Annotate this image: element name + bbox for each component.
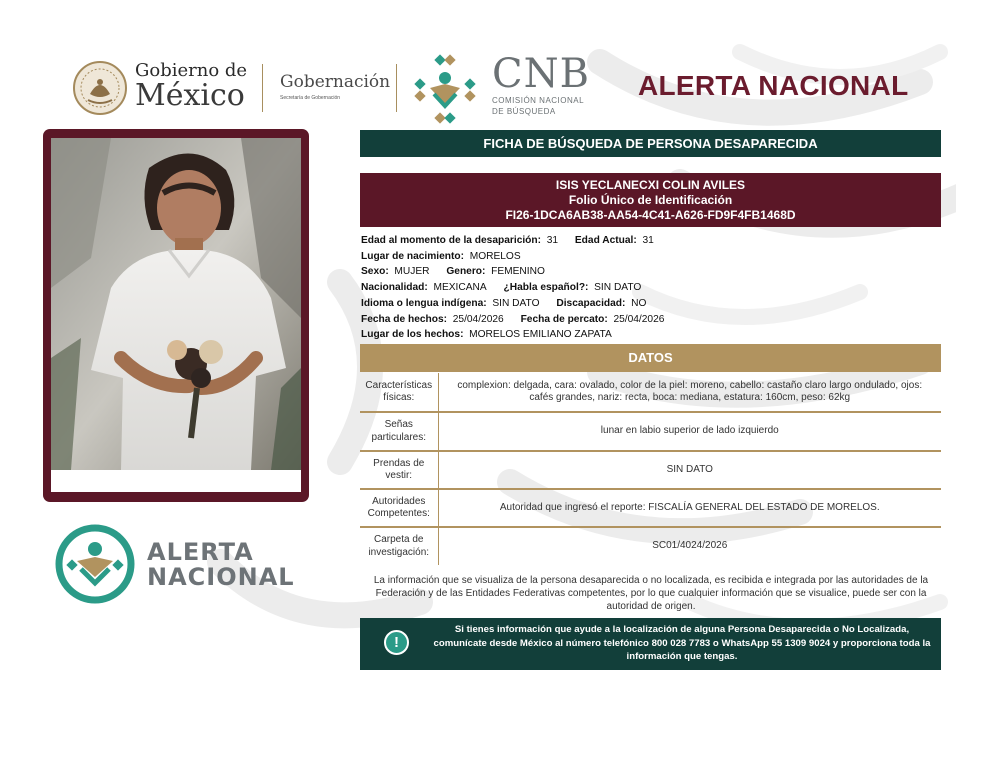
- table-row: [360, 373, 941, 412]
- habla-espanol-value: SIN DATO: [594, 282, 642, 294]
- fecha-percato-label: Fecha de percato:: [520, 313, 608, 325]
- datos-value: lunar en labio superior de lado izquierdo: [438, 412, 941, 451]
- divider: [396, 64, 397, 112]
- discapacidad-label: Discapacidad:: [556, 297, 626, 309]
- gobernacion-subtitle: Secretaría de Gobernación: [280, 95, 341, 101]
- lugar-nacimiento-label: Lugar de nacimiento:: [361, 250, 465, 262]
- table-row: [360, 527, 941, 565]
- genero-label: Genero:: [446, 266, 486, 278]
- cnb-subtitle-line2: DE BÚSQUEDA: [492, 107, 556, 117]
- habla-espanol-label: ¿Habla español?:: [503, 282, 589, 294]
- search-sheet: [40, 42, 956, 672]
- idioma-value: SIN DATO: [492, 297, 540, 309]
- lugar-nacimiento-value: MORELOS: [469, 250, 521, 262]
- edad-actual-label: Edad Actual:: [574, 235, 637, 246]
- idioma-label: Idioma o lengua indígena:: [361, 297, 487, 309]
- gobernacion-title: Gobernación: [280, 72, 391, 92]
- person-name-bar: [360, 173, 941, 227]
- edad-desaparicion-label: Edad al momento de la desaparición:: [361, 235, 542, 246]
- gobierno-mexico-wordmark: [135, 62, 247, 111]
- cnb-logo-icon: [410, 54, 480, 124]
- fecha-hechos-value: 25/04/2026: [452, 313, 504, 325]
- lugar-hechos-label: Lugar de los hechos:: [361, 329, 464, 341]
- datos-label: Prendas de vestir:: [360, 451, 438, 489]
- datos-title-bar: DATOS: [360, 344, 941, 372]
- datos-value: Autoridad que ingresó el reporte: FISCALÍA GENERAL DEL ESTADO DE MORELOS.: [438, 489, 941, 527]
- datos-label: Autoridades Competentes:: [360, 489, 438, 527]
- cnb-subtitle-line1: COMISIÓN NACIONAL: [492, 96, 585, 105]
- info-row-fechas: [361, 312, 941, 328]
- edad-actual-value: 31: [642, 235, 654, 246]
- genero-value: FEMENINO: [491, 266, 545, 278]
- info-row-lugar-hechos: [361, 327, 941, 343]
- logo-line2: NACIONAL: [147, 562, 295, 591]
- table-row: [360, 451, 941, 489]
- info-row-nacimiento: [361, 249, 941, 265]
- datos-value: SIN DATO: [438, 451, 941, 489]
- mexico-line: México: [135, 78, 245, 113]
- datos-label: Carpeta de investigación:: [360, 527, 438, 565]
- datos-table: [360, 373, 941, 565]
- gobernacion-wordmark: [280, 72, 390, 101]
- table-row: [360, 412, 941, 451]
- ficha-title-bar: FICHA DE BÚSQUEDA DE PERSONA DESAPARECIDA: [360, 130, 941, 157]
- datos-label: Características físicas:: [360, 373, 438, 412]
- info-row-idioma: [361, 296, 941, 312]
- info-row-sexo: [361, 264, 941, 280]
- sexo-value: MUJER: [394, 266, 430, 278]
- lugar-hechos-value: MORELOS EMILIANO ZAPATA: [469, 329, 612, 341]
- contact-bar: [360, 618, 941, 670]
- fecha-percato-value: 25/04/2026: [613, 313, 665, 325]
- alert-title: ALERTA NACIONAL: [638, 70, 909, 101]
- table-row: [360, 489, 941, 527]
- info-row-edad: [361, 233, 941, 249]
- divider: [262, 64, 263, 112]
- fecha-hechos-label: Fecha de hechos:: [361, 313, 448, 325]
- folio-label: Folio Único de Identificación: [568, 193, 733, 207]
- info-row-nacionalidad: [361, 280, 941, 296]
- edad-desaparicion-value: 31: [546, 235, 559, 246]
- alerta-nacional-wordmark: [147, 540, 295, 589]
- gobierno-line: Gobierno de: [135, 60, 248, 81]
- photo-frame: [43, 129, 309, 502]
- nacionalidad-value: MEXICANA: [433, 282, 487, 294]
- person-name: ISIS YECLANECXI COLIN AVILES: [555, 178, 746, 192]
- logo-line1: ALERTA: [147, 538, 254, 566]
- disclaimer-text: La información que se visualiza de la persona desaparecida o no localizada, es recibida e integrada por las autoridades de la Federación y de las Entidades Federativas competentes, por lo que cualquier información que se visualice, puede ser con la autoridad de origen.: [373, 575, 929, 612]
- datos-value: complexion: delgada, cara: ovalado, color de la piel: moreno, cabello: castaño claro largo ondulado, ojos: cafés grandes, nariz: recta, boca: mediana, estatura: 160cm, peso: 62kg: [438, 373, 941, 412]
- contact-text: Si tienes información que ayude a la localización de alguna Persona Desaparecida o No Localizada, comunícate desde México al número telefónico 800 028 7783 o WhatsApp 55 1309 9024 y proporciona toda la información que tengas.: [433, 624, 931, 662]
- cnb-wordmark: [492, 51, 590, 117]
- person-photo: [51, 138, 301, 470]
- datos-value: SC01/4024/2026: [652, 540, 728, 552]
- discapacidad-value: NO: [631, 297, 647, 309]
- nacionalidad-label: Nacionalidad:: [361, 282, 428, 294]
- datos-label: Señas particulares:: [360, 412, 438, 451]
- alerta-nacional-logo-icon: [54, 523, 136, 605]
- folio-value: FI26-1DCA6AB38-AA54-4C41-A626-FD9F4FB1468D: [505, 208, 796, 222]
- cnb-title: CNB: [492, 51, 590, 97]
- person-info: [361, 233, 941, 343]
- eagle-emblem-icon: [72, 60, 128, 116]
- sexo-label: Sexo:: [361, 266, 389, 278]
- exclamation-icon: !: [384, 630, 409, 655]
- photo-card: [51, 138, 301, 492]
